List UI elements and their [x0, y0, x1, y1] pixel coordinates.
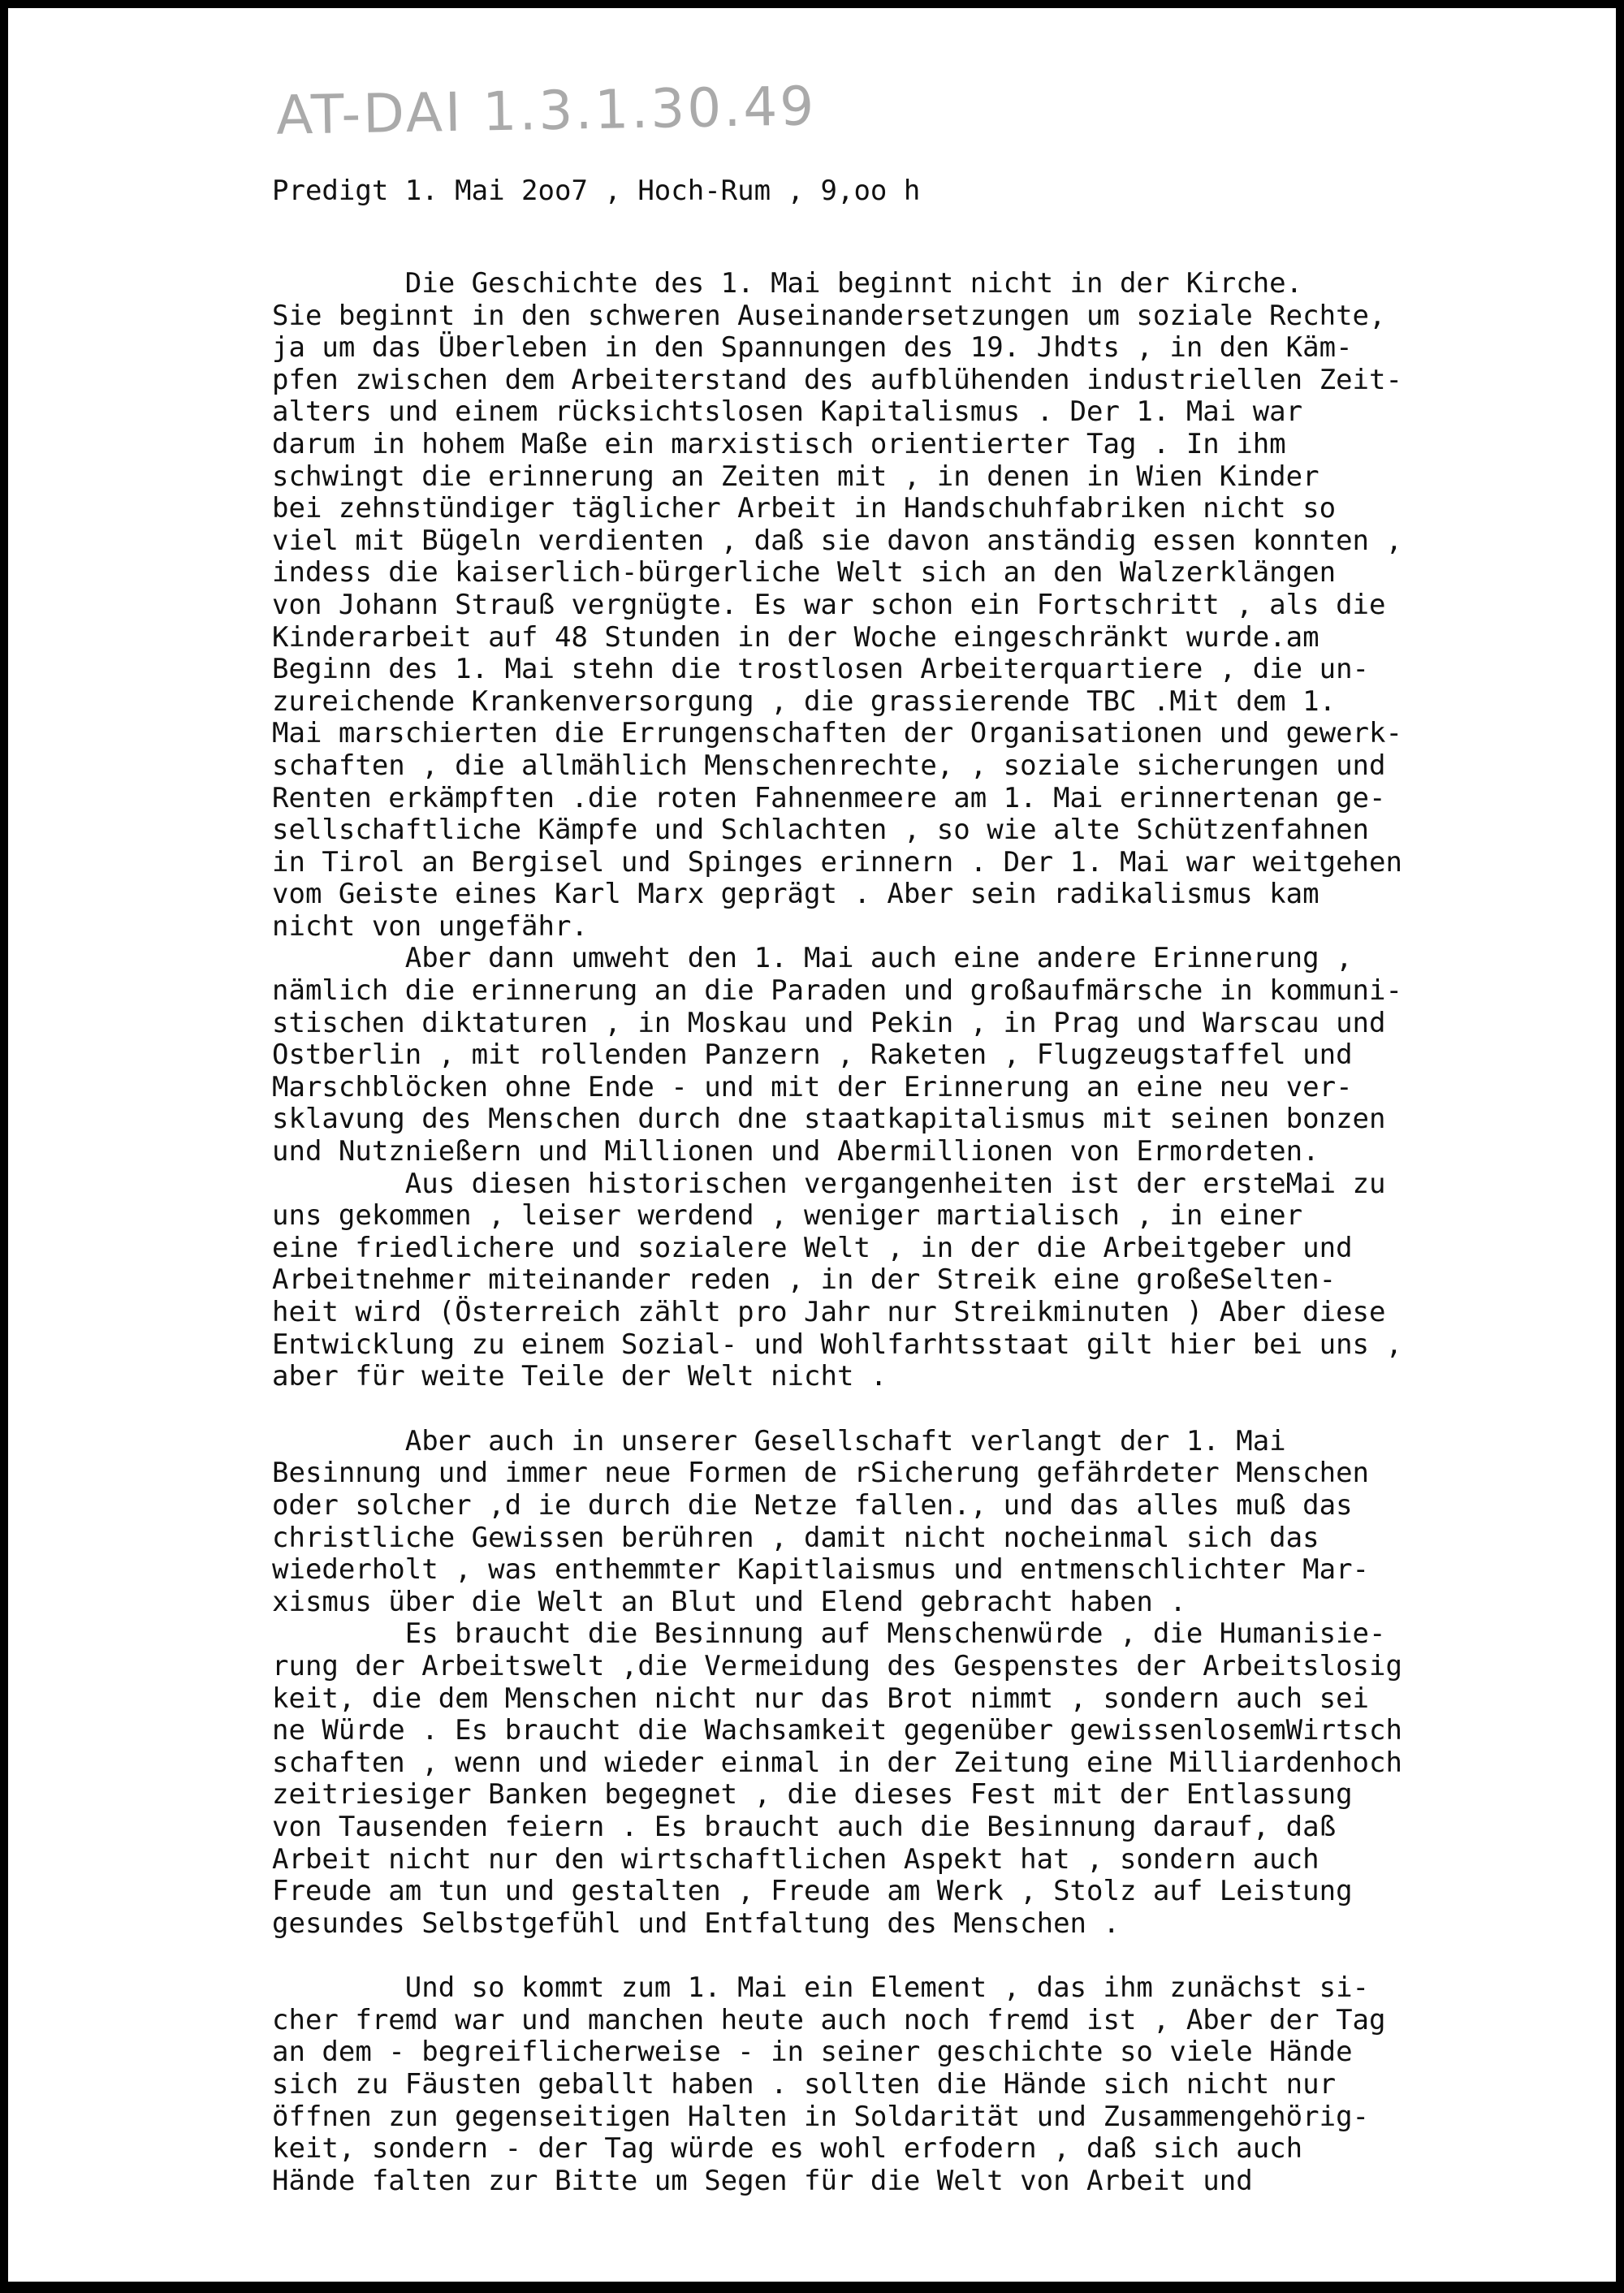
text-line: Arbeitnehmer miteinander reden , in der Streik eine großeSelten-	[272, 1263, 1337, 1297]
text-line: rung der Arbeitswelt ,die Vermeidung des Gespenstes der Arbeitslosig	[272, 1649, 1402, 1682]
text-line: nicht von ungefähr.	[272, 909, 588, 943]
archive-signature-handwritten: AT-DAI 1.3.1.30.49	[275, 75, 817, 147]
text-line: ja um das Überleben in den Spannungen des 19. Jhdts , in den Käm-	[272, 331, 1353, 365]
text-line: an dem - begreiflicherweise - in seiner geschichte so viele Hände	[272, 2036, 1353, 2069]
text-line: Sie beginnt in den schweren Auseinandersetzungen um soziale Rechte,	[272, 299, 1386, 332]
text-line: pfen zwischen dem Arbeiterstand des aufblühenden industriellen Zeit-	[272, 363, 1402, 396]
text-line: xismus über die Welt an Blut und Elend gebracht haben .	[272, 1585, 1186, 1618]
text-line: schaften , wenn und wieder einmal in der Zeitung eine Milliardenhoch	[272, 1746, 1402, 1779]
text-line: cher fremd war und manchen heute auch noch fremd ist , Aber der Tag	[272, 2003, 1386, 2036]
text-line: Und so kommt zum 1. Mai ein Element , das ihm zunächst si-	[272, 1971, 1370, 2005]
text-line: nämlich die erinnerung an die Paraden und großaufmärsche in kommuni-	[272, 974, 1402, 1008]
paragraph-gap	[272, 1940, 1604, 1972]
paragraph-block-2	[272, 1426, 1604, 1941]
text-line: Freude am tun und gestalten , Freude am Werk , Stolz auf Leistung	[272, 1875, 1353, 1908]
text-line: Ostberlin , mit rollenden Panzern , Raketen , Flugzeugstaffel und	[272, 1039, 1353, 1072]
text-line: Arbeit nicht nur den wirtschaftlichen Aspekt hat , sondern auch	[272, 1842, 1320, 1876]
text-line: von Johann Strauß vergnügte. Es war schon ein Fortschritt , als die	[272, 588, 1386, 621]
text-line: gesundes Selbstgefühl und Entfaltung des Menschen .	[272, 1907, 1120, 1940]
text-line: keit, sondern - der Tag würde es wohl erfodern , daß sich auch	[272, 2132, 1303, 2166]
text-line: Hände falten zur Bitte um Segen für die Welt von Arbeit und	[272, 2164, 1253, 2197]
text-line: wiederholt , was enthemmter Kapitlaismus und entmenschlichter Mar-	[272, 1553, 1370, 1587]
text-line: öffnen zun gegenseitigen Halten in Soldarität und Zusammengehörig-	[272, 2100, 1370, 2133]
text-line: Kinderarbeit auf 48 Stunden in der Woche eingeschränkt wurde.am	[272, 620, 1320, 654]
text-line: zeitriesiger Banken begegnet , die dieses Fest mit der Entlassung	[272, 1778, 1353, 1812]
text-line: darum in hohem Maße ein marxistisch orientierter Tag . In ihm	[272, 427, 1286, 460]
text-line: uns gekommen , leiser werdend , weniger martialisch , in einer	[272, 1199, 1303, 1233]
text-line: schaften , die allmählich Menschenrechte, , soziale sicherungen und	[272, 749, 1386, 782]
text-line: Es braucht die Besinnung auf Menschenwürde , die Humanisie-	[272, 1617, 1386, 1651]
text-line: Aus diesen historischen vergangenheiten ist der ersteMai zu	[272, 1167, 1386, 1200]
text-line: heit wird (Österreich zählt pro Jahr nur Streikminuten ) Aber diese	[272, 1296, 1386, 1328]
text-line: keit, die dem Menschen nicht nur das Brot nimmt , sondern auch sei	[272, 1682, 1370, 1715]
text-line: Renten erkämpften .die roten Fahnenmeere am 1. Mai erinnertenan ge-	[272, 781, 1386, 814]
text-line: in Tirol an Bergisel und Spinges erinnern . Der 1. Mai war weitgehen	[272, 845, 1402, 879]
text-line: Beginn des 1. Mai stehn die trostlosen Arbeiterquartiere , die un-	[272, 653, 1370, 686]
sermon-body	[272, 268, 1604, 2197]
text-line: Aber auch in unserer Gesellschaft verlangt der 1. Mai	[272, 1424, 1286, 1457]
sermon-heading: Predigt 1. Mai 2oo7 , Hoch-Rum , 9,oo h	[272, 175, 921, 207]
text-line: Mai marschierten die Errungenschaften der Organisationen und gewerk-	[272, 717, 1402, 750]
text-line: stischen diktaturen , in Moskau und Pekin , in Prag und Warscau und	[272, 1006, 1386, 1039]
paragraph-block-1	[272, 268, 1604, 1393]
text-line: indess die kaiserlich-bürgerliche Welt sich an den Walzerklängen	[272, 556, 1337, 589]
text-line: sklavung des Menschen durch dne staatkapitalismus mit seinen bonzen	[272, 1103, 1386, 1136]
text-line: schwingt die erinnerung an Zeiten mit , in denen in Wien Kinder	[272, 460, 1320, 493]
text-line: oder solcher ,d ie durch die Netze fallen., und das alles muß das	[272, 1488, 1353, 1522]
text-line: Marschblöcken ohne Ende - und mit der Erinnerung an eine neu ver-	[272, 1070, 1353, 1103]
text-line: von Tausenden feiern . Es braucht auch die Besinnung darauf, daß	[272, 1810, 1337, 1843]
text-line: Die Geschichte des 1. Mai beginnt nicht in der Kirche.	[272, 267, 1303, 300]
text-line: viel mit Bügeln verdienten , daß sie davon anständig essen konnten ,	[272, 524, 1402, 557]
text-line: Entwicklung zu einem Sozial- und Wohlfarhtsstaat gilt hier bei uns ,	[272, 1328, 1402, 1361]
text-line: Besinnung und immer neue Formen de rSicherung gefährdeter Menschen	[272, 1457, 1370, 1490]
text-line: Aber dann umweht den 1. Mai auch eine andere Erinnerung ,	[272, 942, 1353, 975]
text-line: alters und einem rücksichtslosen Kapitalismus . Der 1. Mai war	[272, 395, 1303, 429]
text-line: vom Geiste eines Karl Marx geprägt . Aber sein radikalismus kam	[272, 878, 1320, 911]
text-line: bei zehnstündiger täglicher Arbeit in Handschuhfabriken nicht so	[272, 492, 1337, 525]
paragraph-block-3	[272, 1972, 1604, 2197]
text-line: zureichende Krankenversorgung , die grassierende TBC .Mit dem 1.	[272, 684, 1337, 718]
text-line: christliche Gewissen berühren , damit nicht nocheinmal sich das	[272, 1521, 1320, 1554]
text-line: aber für weite Teile der Welt nicht .	[272, 1360, 888, 1393]
text-line: ne Würde . Es braucht die Wachsamkeit gegenüber gewissenlosemWirtsch	[272, 1714, 1402, 1747]
text-line: sellschaftliche Kämpfe und Schlachten , so wie alte Schützenfahnen	[272, 814, 1370, 847]
paragraph-gap	[272, 1393, 1604, 1426]
text-line: und Nutznießern und Millionen und Abermillionen von Ermordeten.	[272, 1135, 1320, 1168]
document-page	[8, 8, 1616, 2282]
text-line: sich zu Fäusten geballt haben . sollten die Hände sich nicht nur	[272, 2068, 1337, 2101]
text-line: eine friedlichere und sozialere Welt , in der die Arbeitgeber und	[272, 1231, 1353, 1264]
